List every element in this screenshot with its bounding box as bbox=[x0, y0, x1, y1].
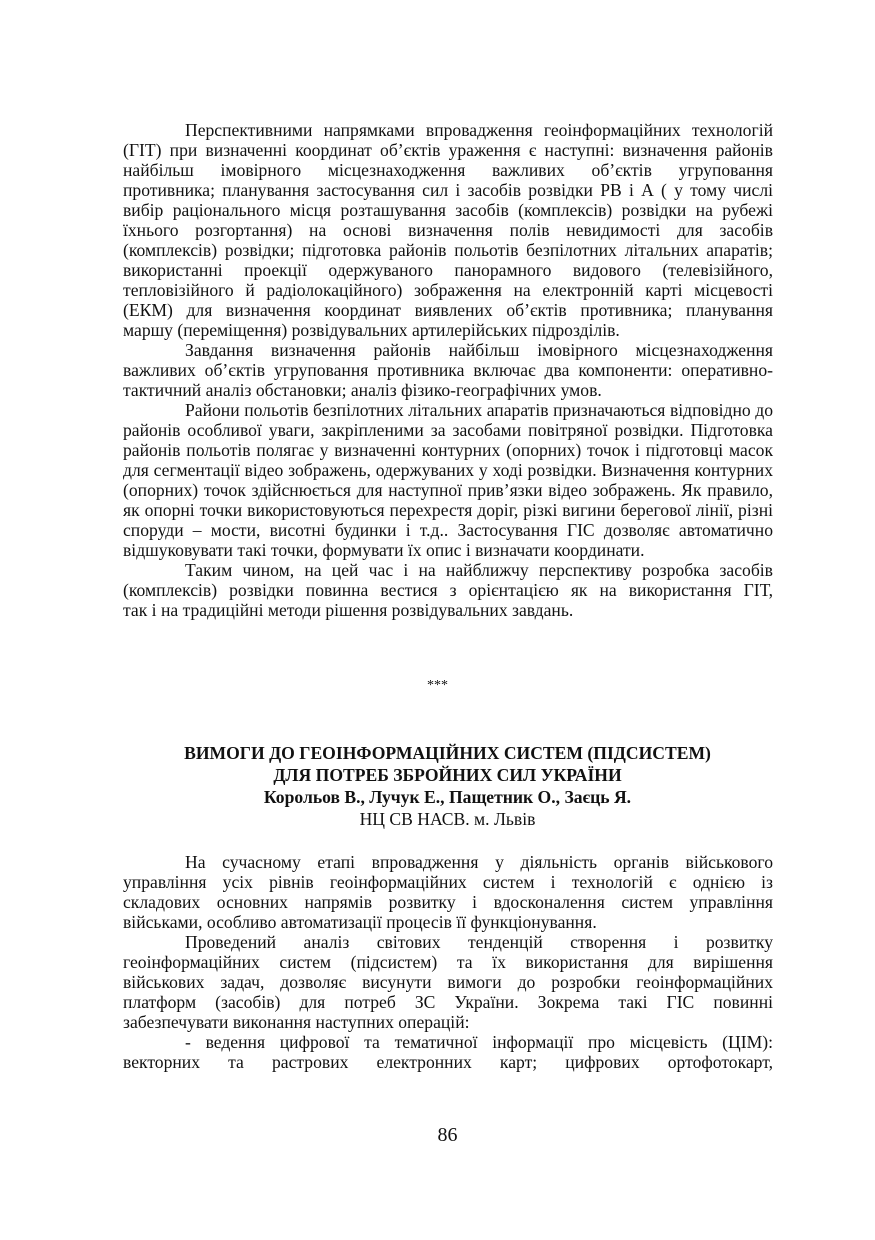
paragraph-line: управління усіх рівнів геоінформаційних систем і технологій є однією із bbox=[123, 872, 773, 892]
paragraph-line: найбільш імовірного місцезнаходження важливих об’єктів угруповання bbox=[123, 160, 773, 180]
article-title-line-1: ВИМОГИ ДО ГЕОІНФОРМАЦІЙНИХ СИСТЕМ (ПІДСИСТЕМ) bbox=[184, 743, 711, 763]
paragraph-line: (ЕКМ) для визначення координат виявлених об’єктів противника; планування bbox=[123, 300, 773, 320]
article-affiliation: НЦ СВ НАСВ. м. Львів bbox=[359, 809, 536, 829]
paragraph-line: (комплексів) розвідки повинна вестися з орієнтацією як на використання ГІТ, bbox=[123, 580, 773, 600]
paragraph-line: як опорні точки використовуються перехрестя доріг, різкі вигини берегової лінії, різні bbox=[123, 500, 773, 520]
paragraph-line: геоінформаційних систем (підсистем) та їх використання для вирішення bbox=[123, 952, 773, 972]
paragraph-line: важливих об’єктів угруповання противника включає два компоненти: оперативно- bbox=[123, 360, 773, 380]
section-separator: *** bbox=[427, 678, 448, 693]
paragraph-line: забезпечувати виконання наступних операцій: bbox=[123, 1012, 470, 1032]
paragraph-line: (ГІТ) при визначенні координат об’єктів ураження є наступні: визначення районів bbox=[123, 140, 773, 160]
article-authors: Корольов В., Лучук Е., Пащетник О., Заєць Я. bbox=[263, 787, 632, 807]
paragraph-line: використанні проекції одержуваного панорамного видового (телевізійного, bbox=[123, 260, 773, 280]
paragraph-line: тактичний аналіз обстановки; аналіз фізико-географічних умов. bbox=[123, 380, 602, 400]
paragraph-line: вибір раціонального місця розташування засобів (комплексів) розвідки на рубежі bbox=[123, 200, 773, 220]
paragraph-line: тепловізійного й радіолокаційного) зображення на електронній карті місцевості bbox=[123, 280, 773, 300]
paragraph-line: Проведений аналіз світових тенденцій створення і розвитку bbox=[185, 932, 773, 952]
paragraph-line: Райони польотів безпілотних літальних апаратів призначаються відповідно до bbox=[185, 400, 773, 420]
paragraph-line: районів особливої уваги, закріпленими за засобами повітряної розвідки. Підготовка bbox=[123, 420, 773, 440]
paragraph-line: Перспективними напрямками впровадження геоінформаційних технологій bbox=[185, 120, 773, 140]
paragraph-line: районів польотів полягає у визначенні контурних (опорних) точок і підготовці масок bbox=[123, 440, 773, 460]
paragraph-line: відшуковувати такі точки, формувати їх опис і визначати координати. bbox=[123, 540, 645, 560]
article-header bbox=[0, 742, 875, 830]
paragraph-line: платформ (засобів) для потреб ЗС України. Зокрема такі ГІС повинні bbox=[123, 992, 773, 1012]
paragraph-line: Таким чином, на цей час і на найближчу перспективу розробка засобів bbox=[185, 560, 773, 580]
paragraph-line: Завдання визначення районів найбільш імовірного місцезнаходження bbox=[185, 340, 773, 360]
paragraph-line: військових задач, дозволяє висунути вимоги до розробки геоінформаційних bbox=[123, 972, 773, 992]
paragraph-line: векторних та растрових електронних карт; цифрових ортофотокарт, bbox=[123, 1052, 773, 1072]
paragraph-line: противника; планування застосування сил і засобів розвідки РВ і А ( у тому числі bbox=[123, 180, 773, 200]
page-number: 86 bbox=[437, 1124, 458, 1146]
paragraph-line: (комплексів) розвідки; підготовка районів польотів безпілотних літальних апаратів; bbox=[123, 240, 773, 260]
paragraph-line: - ведення цифрової та тематичної інформації про місцевість (ЦІМ): bbox=[185, 1032, 773, 1052]
previous-article-body bbox=[123, 120, 773, 620]
article-title-line-2: ДЛЯ ПОТРЕБ ЗБРОЙНИХ СИЛ УКРАЇНИ bbox=[273, 765, 622, 785]
article-body bbox=[123, 852, 773, 1072]
paragraph-line: складових основних напрямів розвитку і вдосконалення систем управління bbox=[123, 892, 773, 912]
paragraph-line: для сегментації відео зображень, одержуваних у ході розвідки. Визначення контурних bbox=[123, 460, 773, 480]
paragraph-line: військами, особливо автоматизації процесів її функціонування. bbox=[123, 912, 597, 932]
paragraph-line: (опорних) точок здійснюється для наступної прив’язки відео зображень. Як правило, bbox=[123, 480, 773, 500]
paragraph-line: так і на традиційні методи рішення розвідувальних завдань. bbox=[123, 600, 574, 620]
paragraph-line: їхнього розгортання) на основі визначення полів невидимості для засобів bbox=[123, 220, 773, 240]
paragraph-line: На сучасному етапі впровадження у діяльність органів військового bbox=[185, 852, 773, 872]
paragraph-line: споруди – мости, висотні будинки і т.д.. Застосування ГІС дозволяє автоматично bbox=[123, 520, 773, 540]
paragraph-line: маршу (переміщення) розвідувальних артилерійських підрозділів. bbox=[123, 320, 620, 340]
